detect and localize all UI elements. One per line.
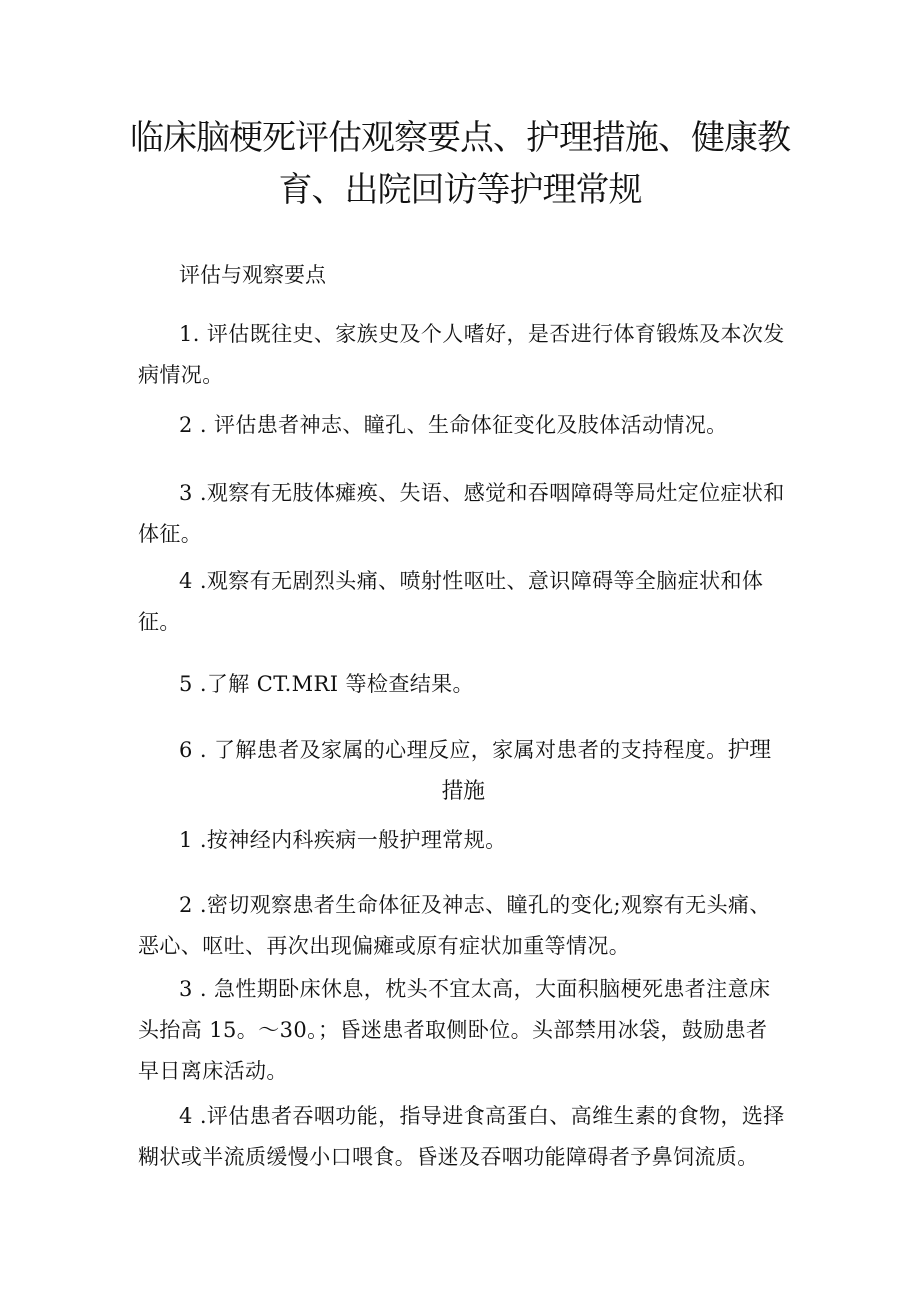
nursing-item-2: 2 .密切观察患者生命体征及神志、瞳孔的变化;观察有无头痛、恶心、呕吐、再次出现偏瘫或原有症状加重等情况。 [138,893,771,958]
nursing-item-4: 4 .评估患者吞咽功能，指导进食高蛋白、高维生素的食物，选择糊状或半流质缓慢小口喂食。昏迷及吞咽功能障碍者予鼻饲流质。 [138,1104,785,1169]
nursing-item-3: 3 . 急性期卧床休息，枕头不宜太高，大面积脑梗死患者注意床头抬高 15。～30。；昏迷患者取侧卧位。头部禁用冰袋，鼓励患者早日离床活动。 [138,977,771,1083]
assessment-item-2: 2 . 评估患者神志、瞳孔、生命体征变化及肢体活动情况。 [179,413,728,437]
document-title: 临床脑梗死评估观察要点、护理措施、健康教育、出院回访等护理常规 [130,118,790,210]
assessment-item-5: 5 .了解 CT.MRI 等检查结果。 [179,672,474,696]
assessment-item-1: 1. 评估既往史、家族史及个人嗜好，是否进行体育锻炼及本次发病情况。 [138,322,785,387]
assessment-item-3: 3 .观察有无肢体瘫痪、失语、感觉和吞咽障碍等局灶定位症状和体征。 [138,481,785,546]
assessment-item-6-with-nursing-heading [138,730,788,812]
nursing-item-1: 1 .按神经内科疾病一般护理常规。 [179,828,507,852]
assessment-item-4: 4 .观察有无剧烈头痛、喷射性呕吐、意识障碍等全脑症状和体征。 [138,569,764,634]
assessment-section-heading: 评估与观察要点 [179,263,326,287]
nursing-section-heading-part1: 护理 [727,738,771,763]
assessment-item-6: 6 . 了解患者及家属的心理反应，家属对患者的支持程度。 [179,738,728,762]
nursing-section-heading-part2: 措施 [441,779,485,804]
